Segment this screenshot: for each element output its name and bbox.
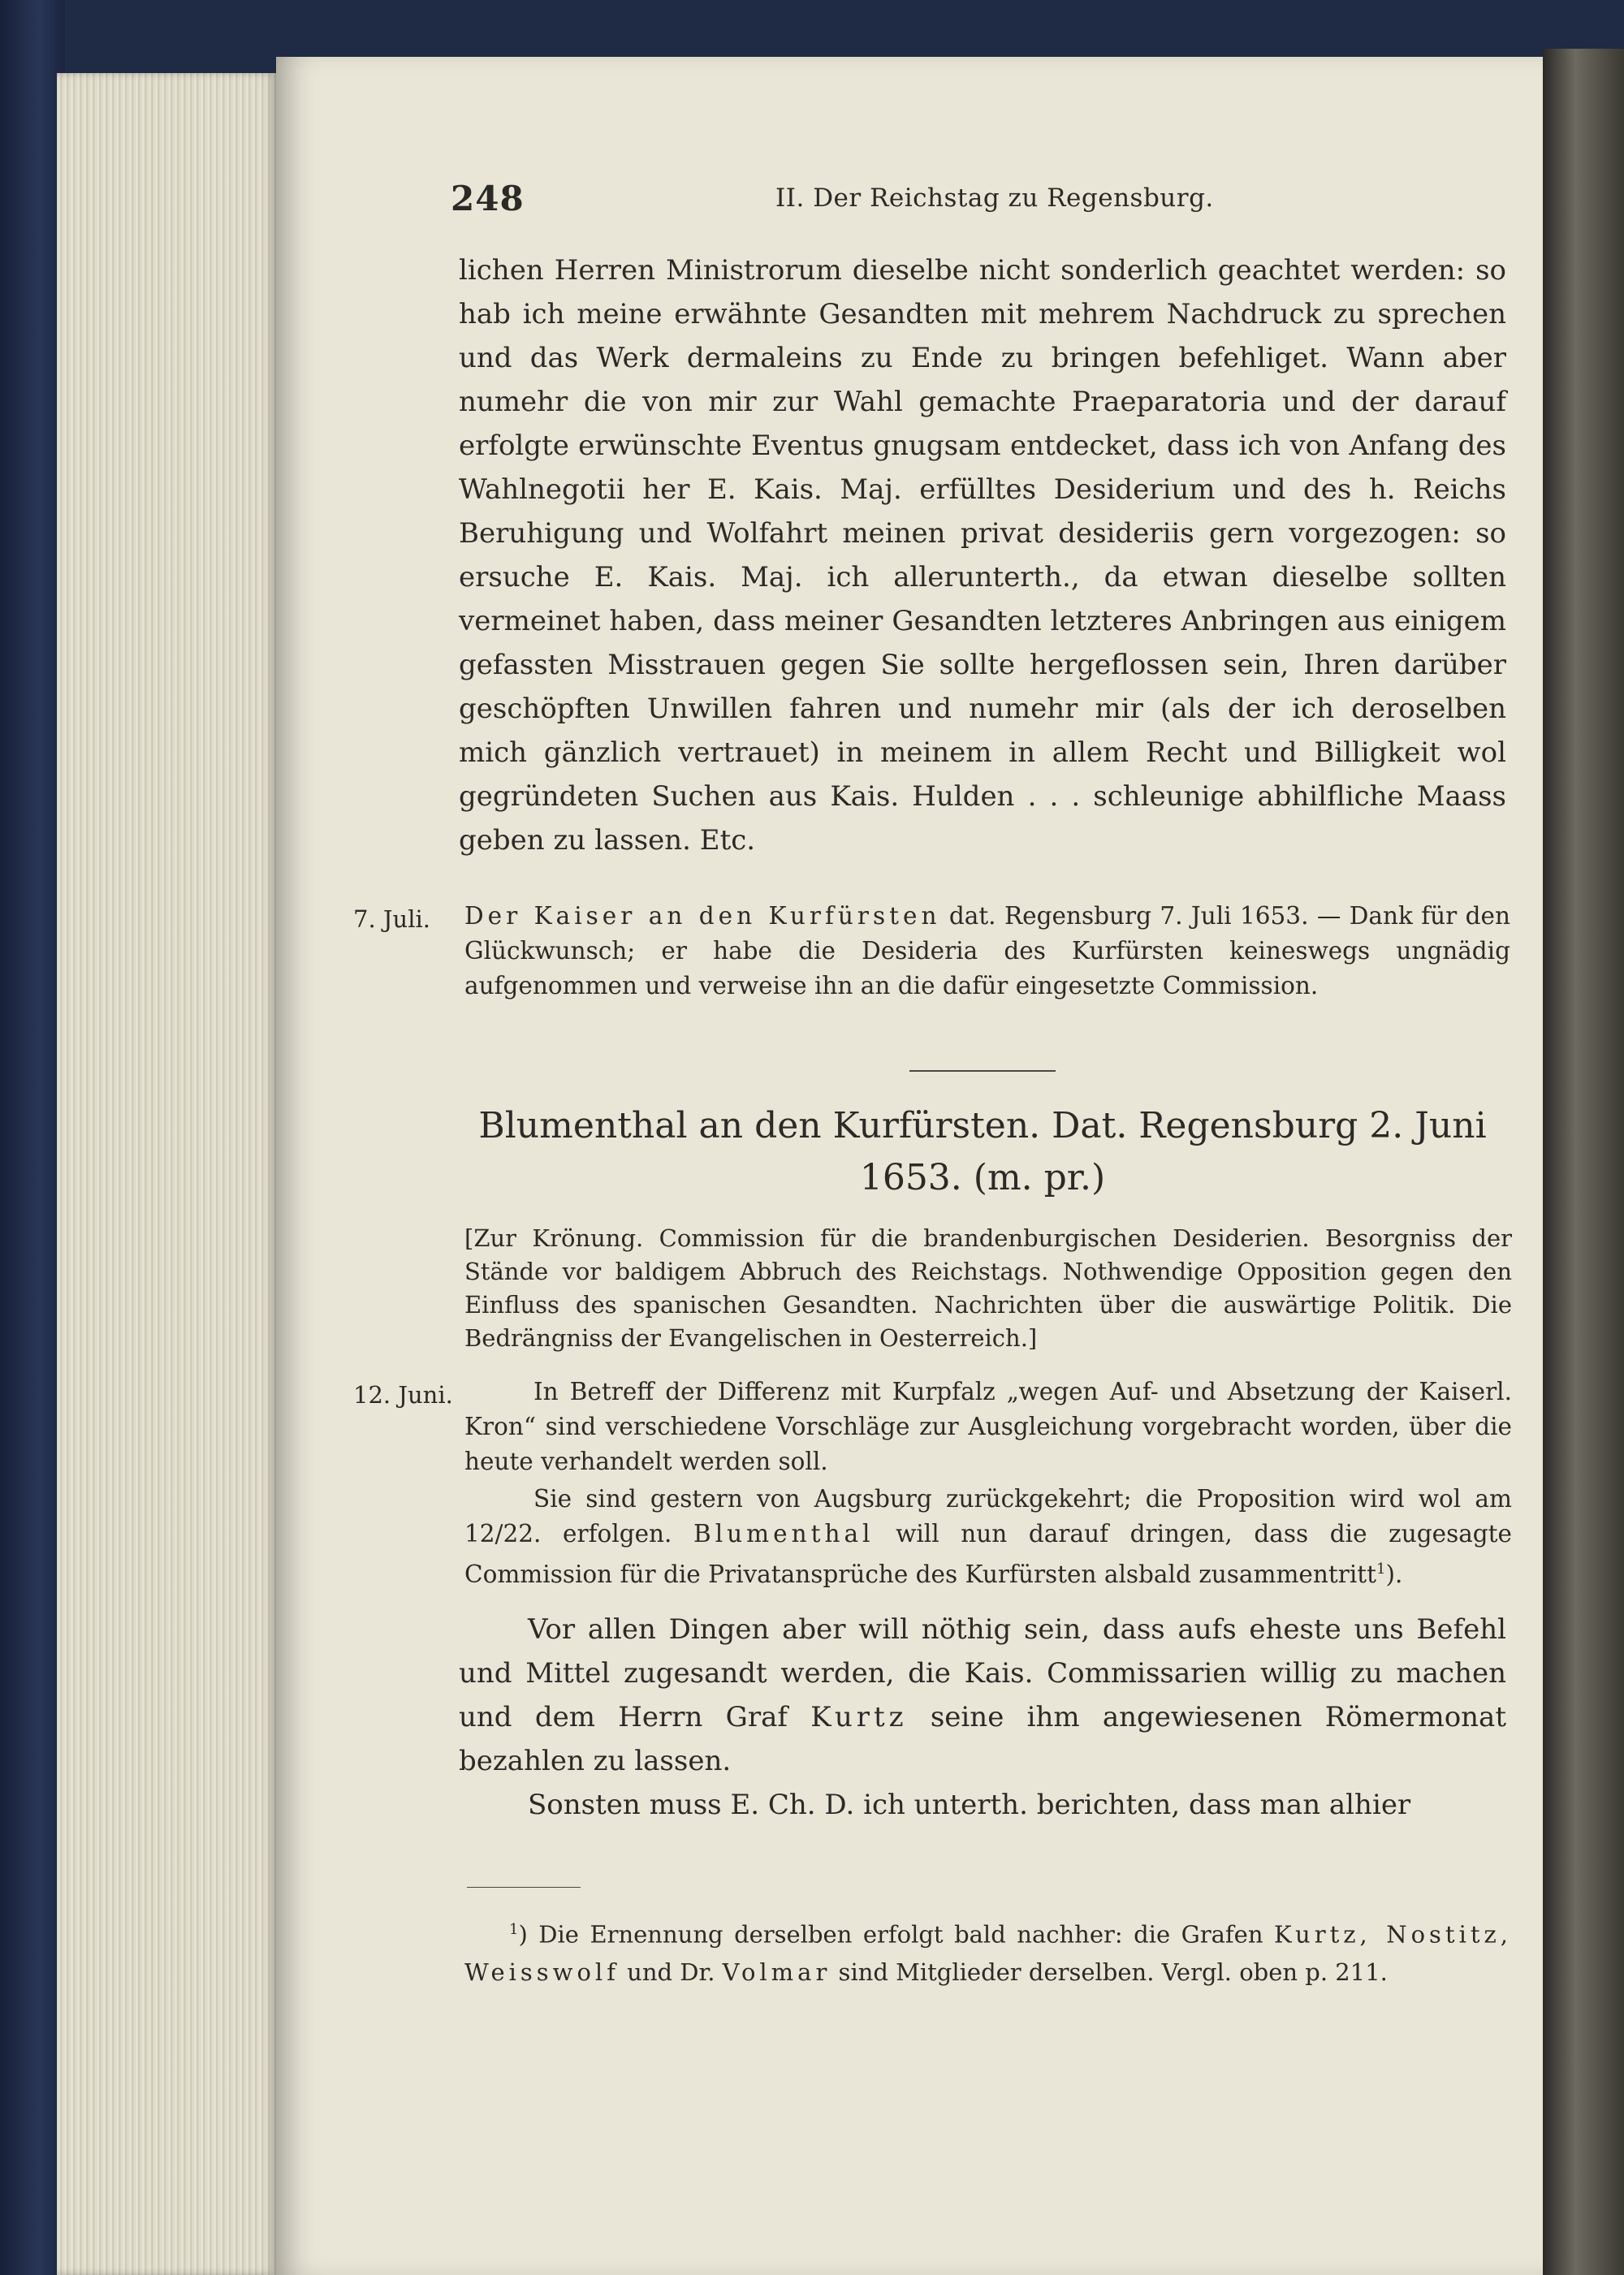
footnote-text-end: sind Mitglieder derselben. Vergl. oben p. 211.	[831, 1958, 1388, 1986]
footnote-rule	[467, 1887, 581, 1888]
footnote-text-mid: und Dr.	[619, 1958, 723, 1986]
entry-june-paragraph-a: In Betreff der Differenz mit Kurpfalz „wegen Auf- und Absetzung der Kaiserl. Kron“ sind verschiedene Vorschläge zur Ausgleichung vorgebracht worden, über die heute verhandelt werden soll.	[464, 1378, 1512, 1475]
para-b-name: Blumenthal	[693, 1520, 875, 1548]
facing-page-edge	[1543, 49, 1624, 2275]
page-number: 248	[451, 179, 525, 218]
letter-summary: [Zur Krönung. Commission für die brandenburgischen Desiderien. Besorgniss der Stände vor baldigem Abbruch des Reichstags. Nothwendige Opposition gegen den Einfluss des spanischen Gesandten. Nachrichten über die auswärtige Politik. Die Bedrängniss der Evangelischen in Oesterreich.]	[464, 1224, 1512, 1352]
para-b-end: will nun darauf dringen, dass die zugesagte Commission für die Privatansprüche des Kurfürsten alsbald zusammentritt	[464, 1520, 1512, 1588]
entry-june-paragraph-b	[464, 1482, 1512, 1592]
footnote-marker: 1	[509, 1921, 519, 1938]
letter-heading	[455, 1100, 1510, 1204]
letter-continuation-paragraph: lichen Herren Ministrorum dieselbe nicht sonderlich geachtet werden: so hab ich meine erwähnte Gesandten mit mehrem Nachdruck zu sprechen und das Werk dermaleins zu Ende zu bringen befehliget. Wann aber numehr die von mir zur Wahl gemachte Praeparatoria und der darauf erfolgte erwünschte Eventus gnugsam entdecket, dass ich von Anfang des Wahlnegotii her E. Kais. Maj. erfülltes Desiderium und des h. Reichs Beruhigung und Wolfahrt meinen privat desideriis gern vorgezogen: so ersuche E. Kais. Maj. ich allerunterth., da etwan dieselbe sollten vermeinet haben, dass meiner Gesandten letzteres Anbringen aus einigem gefassten Misstrauen gegen Sie sollte hergeflossen sein, Ihren darüber geschöpften Unwillen fahren und numehr mir (als der ich deroselben mich gänzlich vertrauet) in meinem in allem Recht und Billigkeit wol gegründeten Suchen aus Kais. Hulden . . . schleunige abhilfliche Maass geben zu lassen. Etc.	[459, 254, 1506, 857]
margin-date-july: 7. Juli.	[353, 905, 430, 933]
page-stack-edge	[57, 73, 276, 2275]
entry-june-paragraph-c	[459, 1608, 1506, 1783]
para-c-end: seine ihm angewiesenen Römermonat bezahlen zu lassen.	[459, 1701, 1506, 1777]
footnote	[464, 1911, 1512, 1991]
para-c-start: Vor allen Dingen aber will nöthig sein, dass aufs eheste uns Befehl und Mittel zugesandt werden, die Kais. Commissarien willig zu machen und dem Herrn Graf	[459, 1613, 1506, 1733]
footnote-names: Kurtz, Nostitz, Weisswolf	[464, 1920, 1513, 1986]
para-b-start: Sie sind gestern von Augsburg zurückgekehrt; die Proposition wird wol am 12/22. erfolgen.	[464, 1485, 1512, 1548]
running-head	[451, 179, 1506, 227]
letter-heading-line1: Blumenthal an den Kurfürsten. Dat. Regensburg 2. Juni	[478, 1105, 1487, 1146]
book-page	[276, 57, 1543, 2275]
section-divider	[909, 1070, 1056, 1072]
running-title: II. Der Reichstag zu Regensburg.	[775, 183, 1214, 213]
entry-july-paragraph	[464, 899, 1510, 1004]
entry-june-paragraph-d: Sonsten muss E. Ch. D. ich unterth. berichten, dass man alhier	[528, 1789, 1411, 1821]
footnote-volmar: Volmar	[722, 1958, 831, 1986]
margin-date-june: 12. Juni.	[353, 1381, 453, 1409]
letter-heading-line2: 1653. (m. pr.)	[859, 1157, 1106, 1198]
para-b-close: ).	[1385, 1560, 1403, 1588]
entry-july-text: dat. Regensburg 7. Juli 1653. — Dank für den Glückwunsch; er habe die Desideria des Kurfürsten keineswegs ungnädig aufgenommen und verweise ihn an die dafür eingesetzte Commission.	[464, 902, 1511, 999]
book-cover-edge	[0, 0, 65, 2275]
entry-july-lead: Der Kaiser an den Kurfürsten	[464, 902, 941, 930]
footnote-reference: 1	[1376, 1561, 1386, 1578]
para-c-name: Kurtz	[810, 1701, 908, 1733]
footnote-text-start: ) Die Ernennung derselben erfolgt bald nachher: die Grafen	[518, 1920, 1274, 1949]
